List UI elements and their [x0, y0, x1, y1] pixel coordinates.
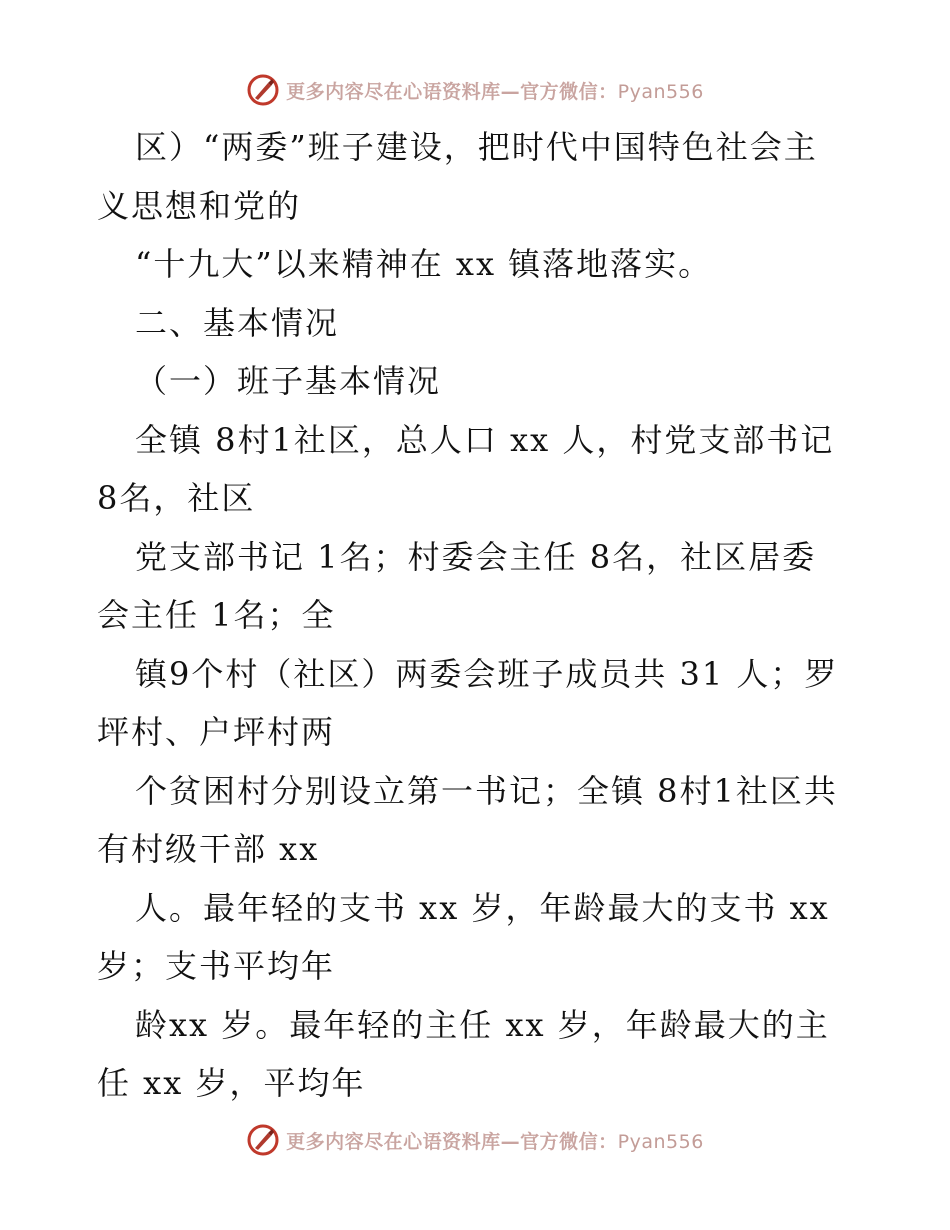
text-line: 党支部书记 1名；村委会主任 8名，社区居委	[135, 537, 817, 576]
text-line: 任 xx 岁，平均年	[97, 1064, 366, 1102]
text-line: 有村级干部 xx	[97, 830, 320, 868]
text-line: （一）班子基本情况	[135, 362, 442, 400]
red-circle-pen-logo-icon	[246, 1123, 280, 1157]
text-line: 人。最年轻的支书 xx 岁，年龄最大的支书 xx	[135, 888, 830, 927]
text-line: “十九大”以来精神在 xx 镇落地落实。	[135, 245, 713, 283]
text-line: 龄xx 岁。最年轻的主任 xx 岁，年龄最大的主	[135, 1005, 830, 1044]
text-line: 义思想和党的	[97, 186, 302, 225]
text-line: 镇9个村（社区）两委会班子成员共 31 人；罗	[135, 654, 839, 693]
text-line: 全镇 8村1社区，总人口 xx 人，村党支部书记	[135, 420, 835, 459]
text-line: 个贫困村分别设立第一书记；全镇 8村1社区共	[135, 771, 838, 810]
watermark-text: 更多内容尽在心语资料库—官方微信：Pyan556	[286, 80, 704, 103]
text-line: 二、基本情况	[135, 303, 340, 342]
header-watermark	[0, 70, 950, 110]
red-circle-pen-logo-icon	[246, 73, 280, 107]
footer-watermark	[0, 1120, 950, 1160]
text-line: 8名，社区	[97, 479, 256, 517]
text-line: 岁；支书平均年	[97, 947, 336, 985]
watermark-text: 更多内容尽在心语资料库—官方微信：Pyan556	[286, 1130, 704, 1153]
body-text	[97, 118, 867, 1113]
text-line: 会主任 1名；全	[97, 596, 336, 634]
text-line: 坪村、户坪村两	[97, 713, 336, 751]
text-line: 区）“两委”班子建设，把时代中国特色社会主	[135, 128, 818, 166]
